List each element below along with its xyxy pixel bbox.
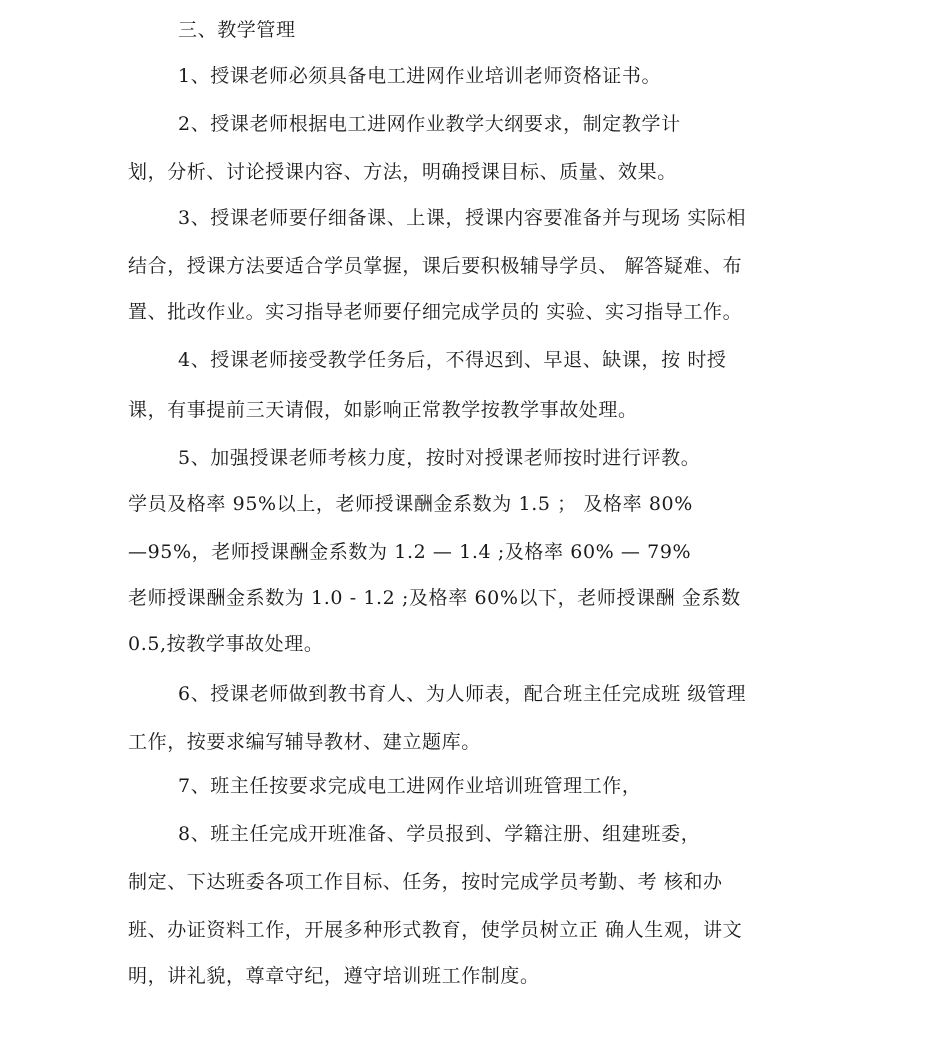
paragraph-line: 2、授课老师根据电工进网作业教学大纲要求，制定教学计 — [178, 113, 681, 135]
paragraph-line: 6、授课老师做到教书育人、为人师表，配合班主任完成班 级管理 — [178, 683, 747, 705]
paragraph-line: 课，有事提前三天请假，如影响正常教学按教学事故处理。 — [128, 399, 638, 421]
paragraph-line: 工作，按要求编写辅导教材、建立题库。 — [128, 731, 481, 753]
paragraph-line: 8、班主任完成开班准备、学员报到、学籍注册、组建班委， — [178, 823, 701, 845]
paragraph-line: 老师授课酬金系数为 1.0 - 1.2 ;及格率 60%以下，老师授课酬 金系数 — [128, 587, 741, 609]
paragraph-line: 结合，授课方法要适合学员掌握，课后要积极辅导学员、 解答疑难、布 — [128, 255, 743, 277]
paragraph-line: —95%，老师授课酬金系数为 1.2 — 1.4 ;及格率 60% — 79% — [128, 541, 692, 563]
paragraph-line: 3、授课老师要仔细备课、上课，授课内容要准备并与现场 实际相 — [178, 207, 747, 229]
paragraph-line: 1、授课老师必须具备电工进网作业培训老师资格证书。 — [178, 65, 662, 87]
paragraph-line: 划，分析、讨论授课内容、方法，明确授课目标、质量、效果。 — [128, 161, 677, 183]
paragraph-line: 4、授课老师接受教学任务后，不得迟到、早退、缺课，按 时授 — [178, 349, 727, 371]
section-heading: 三、教学管理 — [178, 19, 296, 41]
paragraph-line: 0.5,按教学事故处理。 — [128, 633, 324, 655]
paragraph-line: 7、班主任按要求完成电工进网作业培训班管理工作， — [178, 775, 642, 797]
paragraph-line: 明，讲礼貌，尊章守纪，遵守培训班工作制度。 — [128, 965, 540, 987]
paragraph-line: 5、加强授课老师考核力度，按时对授课老师按时进行评教。 — [178, 447, 701, 469]
paragraph-line: 班、办证资料工作，开展多种形式教育，使学员树立正 确人生观，讲文 — [128, 919, 743, 941]
paragraph-line: 制定、下达班委各项工作目标、任务，按时完成学员考勤、考 核和办 — [128, 871, 723, 893]
paragraph-line: 置、批改作业。实习指导老师要仔细完成学员的 实验、实习指导工作。 — [128, 301, 743, 323]
paragraph-line: 学员及格率 95%以上，老师授课酬金系数为 1.5 ； 及格率 80% — [128, 493, 693, 515]
